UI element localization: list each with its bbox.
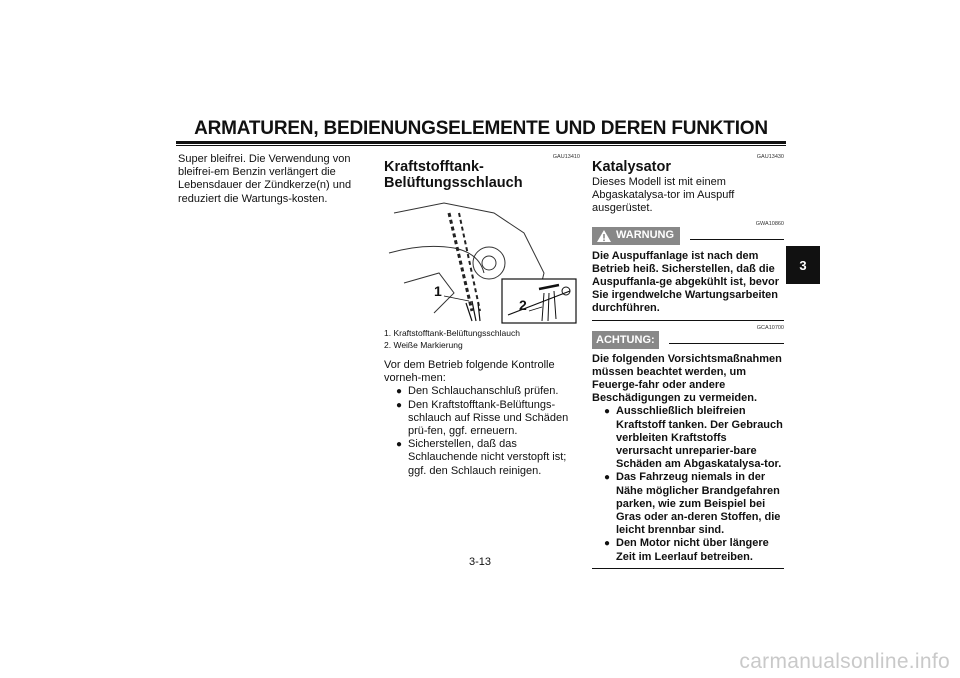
list-item xyxy=(592,471,784,537)
warning-text: Die Auspuffanlage ist nach dem Betrieb heiß. Sicherstellen, daß die Auspuffanla-ge abgekühlt ist, bevor Sie irgendwelche Wartungsarbeiten durchführen. xyxy=(592,249,780,315)
figure-label-2: 2 xyxy=(519,297,527,313)
warning-header xyxy=(592,227,784,245)
middle-column xyxy=(384,151,580,478)
section-title: Katalysator xyxy=(592,159,671,175)
page-title: ARMATUREN, BEDIENUNGSELEMENTE UND DEREN FUNKTION xyxy=(194,118,768,139)
warning-triangle-icon xyxy=(596,229,612,243)
list-item-text: Das Fahrzeug niemals in der Nähe möglicher Brandgefahren parken, wie zum Beispiel bei Gras oder an-deren Stoffen, die leicht brennbar sind. xyxy=(616,471,781,537)
catalyst-intro: Dieses Modell ist mit einem Abgaskatalysa-tor im Auspuff ausgerüstet. xyxy=(592,176,735,215)
check-list xyxy=(384,385,580,477)
left-paragraph: Super bleifrei. Die Verwendung von bleifrei-em Benzin verlängert die Lebensdauer der Zündkerze(n) und reduziert die Wartungs-kosten. xyxy=(178,153,352,205)
list-item-text: Sicherstellen, daß das Schlauchende nicht verstopft ist; ggf. den Schlauch reinigen. xyxy=(408,438,567,477)
bullet-icon: ● xyxy=(396,386,403,398)
watermark[interactable]: carmanualsonline.info xyxy=(739,650,950,673)
figure-caption-2: 2. Weiße Markierung xyxy=(384,340,463,350)
caution-badge: ACHTUNG: xyxy=(592,331,659,349)
figure-label-1: 1 xyxy=(434,283,442,299)
warning-label: WARNUNG xyxy=(616,229,675,241)
check-intro: Vor dem Betrieb folgende Kontrolle vorneh-men: xyxy=(384,359,555,385)
hose-illustration-icon xyxy=(384,193,580,325)
list-item xyxy=(384,385,580,398)
header-rule-thin xyxy=(176,145,786,146)
section-code: GAU13430 xyxy=(756,154,784,160)
warning-rule xyxy=(690,239,784,240)
caution-header xyxy=(592,331,784,349)
figure-caption-1: 1. Kraftstofftank-Belüftungsschlauch xyxy=(384,328,520,338)
chapter-tab[interactable]: 3 xyxy=(786,246,820,284)
section-title: Kraftstofftank-Belüftungsschlauch xyxy=(384,159,523,191)
list-item xyxy=(592,405,784,471)
caution-end-rule xyxy=(592,568,784,569)
caution-text: Die folgenden Vorsichtsmaßnahmen müssen beachtet werden, um Feuerge-fahr oder andere Beschädigungen zu vermeiden. xyxy=(592,352,782,405)
right-column xyxy=(592,151,784,569)
bullet-icon: ● xyxy=(604,538,611,550)
bullet-icon: ● xyxy=(396,439,403,451)
list-item xyxy=(592,537,784,563)
list-item-text: Den Motor nicht über längere Zeit im Leerlauf betreiben. xyxy=(616,537,769,563)
caution-list xyxy=(592,405,784,563)
warning-end-rule xyxy=(592,320,784,321)
list-item xyxy=(384,399,580,439)
section-code: GAU13410 xyxy=(552,154,580,160)
hose-figure xyxy=(384,193,580,325)
caution-code: GCA10700 xyxy=(756,324,784,331)
list-item-text: Den Kraftstofftank-Belüftungs-schlauch auf Risse und Schäden prü-fen, ggf. erneuern. xyxy=(408,398,569,438)
list-item-text: Den Schlauchanschluß prüfen. xyxy=(408,385,559,398)
list-item xyxy=(384,438,580,478)
left-column xyxy=(178,151,378,206)
warning-code: GWA10860 xyxy=(755,220,784,227)
header-rule xyxy=(176,141,786,144)
bullet-icon: ● xyxy=(396,399,403,411)
bullet-icon: ● xyxy=(604,406,611,418)
list-item-text: Ausschließlich bleifreien Kraftstoff tanken. Der Gebrauch verbleiten Kraftstoffs verursacht unreparier-bare Schäden am Abgaskatalysa-tor. xyxy=(616,405,783,471)
page-number: 3-13 xyxy=(468,556,492,568)
caution-rule xyxy=(669,343,784,344)
warning-badge xyxy=(592,227,680,245)
bullet-icon: ● xyxy=(604,472,611,484)
